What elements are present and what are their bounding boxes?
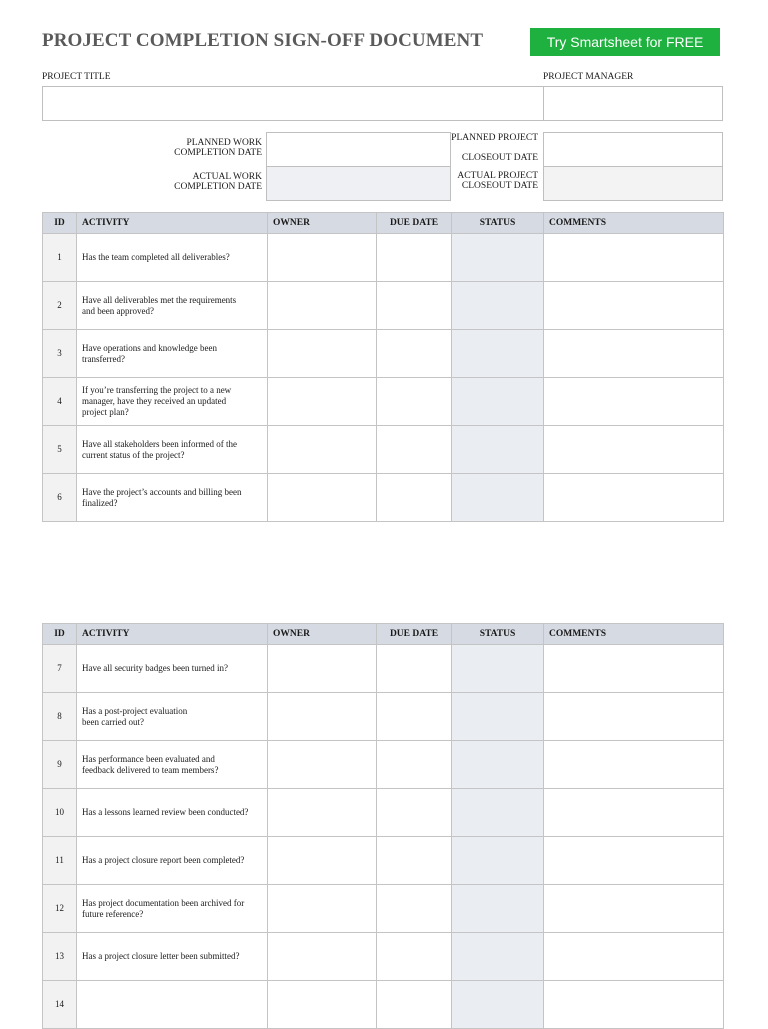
table-row (43, 474, 724, 522)
row-activity: If you’re transferring the project to a new manager, have they received an updated project plan? (77, 378, 268, 426)
comments-cell[interactable] (544, 234, 724, 282)
table-row (43, 837, 724, 885)
due-date-cell[interactable] (377, 330, 452, 378)
owner-cell[interactable] (268, 741, 377, 789)
status-cell[interactable] (452, 330, 544, 378)
table-row (43, 282, 724, 330)
comments-cell[interactable] (544, 789, 724, 837)
table-row (43, 645, 724, 693)
owner-cell[interactable] (268, 426, 377, 474)
row-id: 11 (43, 837, 77, 885)
table-row (43, 378, 724, 426)
status-cell[interactable] (452, 885, 544, 933)
owner-cell[interactable] (268, 645, 377, 693)
due-date-cell[interactable] (377, 234, 452, 282)
owner-cell[interactable] (268, 885, 377, 933)
status-cell[interactable] (452, 282, 544, 330)
table-row (43, 789, 724, 837)
row-id: 10 (43, 789, 77, 837)
owner-cell[interactable] (268, 282, 377, 330)
comments-cell[interactable] (544, 933, 724, 981)
row-activity: Has project documentation been archived for future reference? (77, 885, 268, 933)
row-id: 8 (43, 693, 77, 741)
project-title-field[interactable] (42, 86, 544, 121)
due-date-cell[interactable] (377, 933, 452, 981)
row-activity: Have operations and knowledge been transferred? (77, 330, 268, 378)
header-comments: COMMENTS (544, 213, 724, 234)
project-title-label: PROJECT TITLE (42, 72, 111, 82)
comments-cell[interactable] (544, 885, 724, 933)
comments-cell[interactable] (544, 645, 724, 693)
table-row (43, 885, 724, 933)
row-id: 6 (43, 474, 77, 522)
row-id: 5 (43, 426, 77, 474)
header-status: STATUS (452, 624, 544, 645)
project-manager-field[interactable] (543, 86, 723, 121)
comments-cell[interactable] (544, 837, 724, 885)
due-date-cell[interactable] (377, 741, 452, 789)
owner-cell[interactable] (268, 234, 377, 282)
due-date-cell[interactable] (377, 645, 452, 693)
page-title: PROJECT COMPLETION SIGN-OFF DOCUMENT (42, 30, 484, 51)
comments-cell[interactable] (544, 426, 724, 474)
row-activity: Has a lessons learned review been conducted? (77, 789, 268, 837)
table-row (43, 741, 724, 789)
status-cell[interactable] (452, 933, 544, 981)
comments-cell[interactable] (544, 981, 724, 1029)
status-cell[interactable] (452, 426, 544, 474)
header-activity: ACTIVITY (77, 213, 268, 234)
header-activity: ACTIVITY (77, 624, 268, 645)
actual-project-closeout-label: ACTUAL PROJECT CLOSEOUT DATE (457, 171, 538, 191)
actual-project-closeout-field[interactable] (543, 166, 723, 201)
table-header-row (43, 624, 724, 645)
status-cell[interactable] (452, 693, 544, 741)
header-id: ID (43, 213, 77, 234)
comments-cell[interactable] (544, 330, 724, 378)
status-cell[interactable] (452, 234, 544, 282)
table-row (43, 981, 724, 1029)
header-owner: OWNER (268, 213, 377, 234)
comments-cell[interactable] (544, 693, 724, 741)
table-row (43, 426, 724, 474)
try-smartsheet-button[interactable]: Try Smartsheet for FREE (530, 28, 720, 56)
row-id: 14 (43, 981, 77, 1029)
table-row (43, 693, 724, 741)
planned-project-label-line2: CLOSEOUT DATE (461, 153, 538, 163)
planned-project-closeout-field[interactable] (543, 132, 723, 167)
row-id: 1 (43, 234, 77, 282)
header-comments: COMMENTS (544, 624, 724, 645)
owner-cell[interactable] (268, 981, 377, 1029)
row-id: 2 (43, 282, 77, 330)
row-id: 3 (43, 330, 77, 378)
due-date-cell[interactable] (377, 981, 452, 1029)
row-id: 12 (43, 885, 77, 933)
row-activity: Have all deliverables met the requirements and been approved? (77, 282, 268, 330)
due-date-cell[interactable] (377, 282, 452, 330)
due-date-cell[interactable] (377, 474, 452, 522)
owner-cell[interactable] (268, 789, 377, 837)
comments-cell[interactable] (544, 282, 724, 330)
due-date-cell[interactable] (377, 837, 452, 885)
due-date-cell[interactable] (377, 885, 452, 933)
owner-cell[interactable] (268, 330, 377, 378)
comments-cell[interactable] (544, 474, 724, 522)
header-owner: OWNER (268, 624, 377, 645)
status-cell[interactable] (452, 741, 544, 789)
table-header-row (43, 213, 724, 234)
header-status: STATUS (452, 213, 544, 234)
row-id: 7 (43, 645, 77, 693)
actual-work-completion-label: ACTUAL WORK COMPLETION DATE (174, 172, 262, 192)
row-activity: Has performance been evaluated and feedback delivered to team members? (77, 741, 268, 789)
status-cell[interactable] (452, 789, 544, 837)
due-date-cell[interactable] (377, 426, 452, 474)
owner-cell[interactable] (268, 474, 377, 522)
table-row (43, 330, 724, 378)
row-id: 9 (43, 741, 77, 789)
activity-table-1 (42, 212, 724, 522)
comments-cell[interactable] (544, 741, 724, 789)
owner-cell[interactable] (268, 693, 377, 741)
owner-cell[interactable] (268, 933, 377, 981)
row-activity: Has the team completed all deliverables? (77, 234, 268, 282)
table-row (43, 234, 724, 282)
status-cell[interactable] (452, 645, 544, 693)
due-date-cell[interactable] (377, 789, 452, 837)
due-date-cell[interactable] (377, 378, 452, 426)
row-id: 4 (43, 378, 77, 426)
row-activity: Have the project’s accounts and billing been finalized? (77, 474, 268, 522)
row-id: 13 (43, 933, 77, 981)
status-cell[interactable] (452, 474, 544, 522)
header-due-date: DUE DATE (377, 213, 452, 234)
project-manager-label: PROJECT MANAGER (543, 72, 634, 82)
row-activity: Have all stakeholders been informed of the current status of the project? (77, 426, 268, 474)
status-cell[interactable] (452, 837, 544, 885)
status-cell[interactable] (452, 378, 544, 426)
status-cell[interactable] (452, 981, 544, 1029)
header-id: ID (43, 624, 77, 645)
actual-work-completion-field[interactable] (266, 166, 451, 201)
row-activity[interactable] (77, 981, 268, 1029)
row-activity: Has a project closure report been completed? (77, 837, 268, 885)
planned-work-completion-field[interactable] (266, 132, 451, 167)
header-due-date: DUE DATE (377, 624, 452, 645)
planned-work-completion-label: PLANNED WORK COMPLETION DATE (174, 138, 262, 158)
table-row (43, 933, 724, 981)
due-date-cell[interactable] (377, 693, 452, 741)
planned-project-label-line1: PLANNED PROJECT (451, 133, 538, 143)
row-activity: Have all security badges been turned in? (77, 645, 268, 693)
owner-cell[interactable] (268, 837, 377, 885)
row-activity: Has a project closure letter been submitted? (77, 933, 268, 981)
owner-cell[interactable] (268, 378, 377, 426)
activity-table-2 (42, 623, 724, 1029)
comments-cell[interactable] (544, 378, 724, 426)
row-activity: Has a post-project evaluation been carried out? (77, 693, 268, 741)
